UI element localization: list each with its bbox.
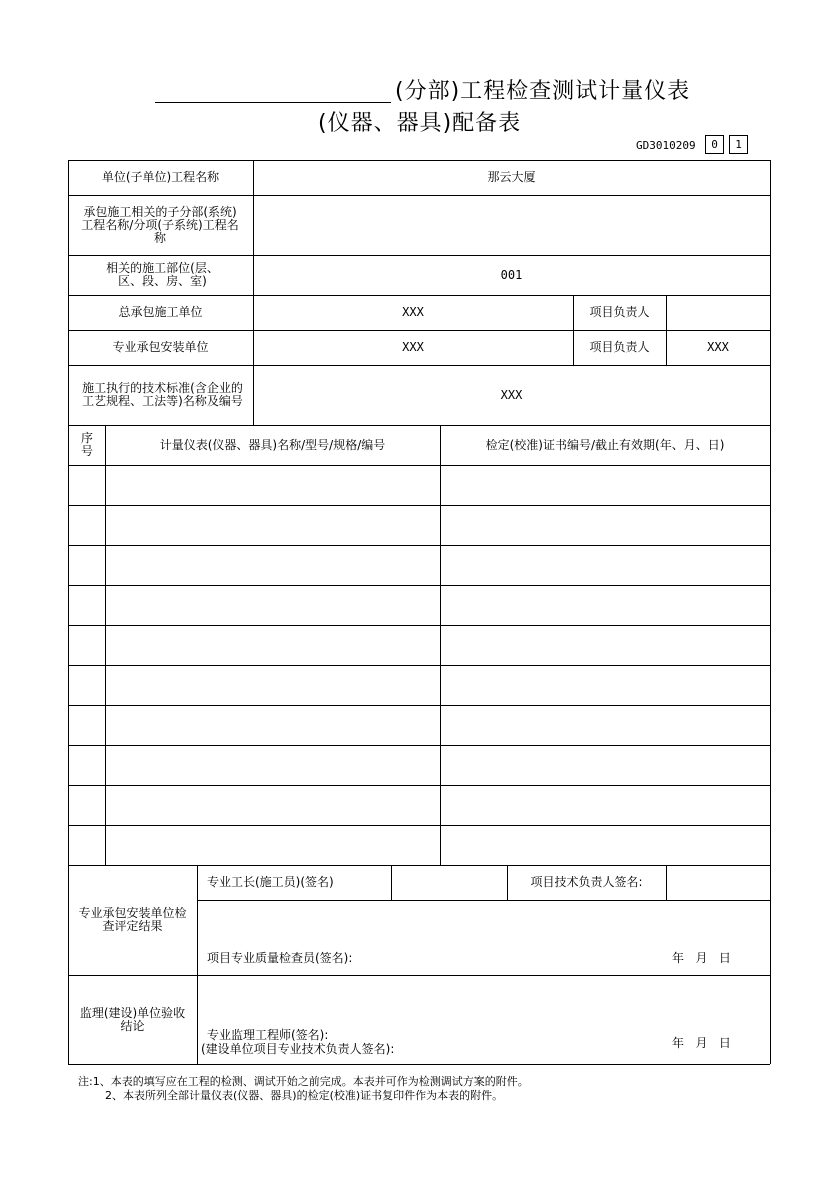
evaluation-date: 年 月 日 — [672, 950, 731, 965]
row-certificate-cell[interactable] — [440, 705, 770, 745]
general-manager-value[interactable] — [666, 295, 770, 330]
code-box-2: 1 — [729, 135, 748, 154]
row-instrument-cell[interactable] — [105, 705, 440, 745]
form-code: GD3010209 — [636, 139, 696, 152]
specialty-contractor-value[interactable]: XXX — [402, 340, 424, 354]
specialty-manager-label: 项目负责人 — [589, 340, 650, 354]
supervisor-signature-label: 专业监理工程师(签名): — [207, 1027, 329, 1042]
row-instrument-cell[interactable] — [105, 465, 440, 505]
unit-project-value[interactable]: 那云大厦 — [487, 170, 536, 184]
tech-lead-label: 项目技术负责人签名: — [530, 875, 643, 889]
row-certificate-cell[interactable] — [440, 745, 770, 785]
inspector-signature-label: 项目专业质量检查员(签名): — [207, 950, 353, 965]
row-instrument-cell[interactable] — [105, 585, 440, 625]
col-instrument-header: 计量仪表(仪器、器具)名称/型号/规格/编号 — [159, 437, 386, 452]
specialty-manager-value[interactable]: XXX — [707, 340, 729, 354]
row-instrument-cell[interactable] — [105, 545, 440, 585]
notes — [78, 1075, 529, 1103]
tech-lead-signature-field[interactable] — [666, 865, 770, 900]
general-manager-label: 项目负责人 — [589, 305, 650, 319]
subproject-value[interactable] — [253, 195, 770, 255]
row-index-cell[interactable] — [68, 745, 105, 785]
row-index-cell[interactable] — [68, 665, 105, 705]
evaluation-section-label: 专业承包安装单位检查评定结果 — [78, 906, 187, 933]
note-1: 注:1、本表的填写应在工程的检测、调试开始之前完成。本表并可作为检测调试方案的附件。 — [78, 1075, 529, 1088]
foreman-signature-field[interactable] — [391, 865, 507, 900]
code-box-1: 0 — [705, 135, 724, 154]
row-certificate-cell[interactable] — [440, 585, 770, 625]
row-certificate-cell[interactable] — [440, 785, 770, 825]
location-label: 相关的施工部位(层、区、段、房、室) — [106, 261, 219, 288]
subproject-label: 承包施工相关的子分部(系统)工程名称/分项(子系统)工程名称 — [81, 204, 239, 245]
row-certificate-cell[interactable] — [440, 825, 770, 865]
location-value[interactable]: 001 — [500, 267, 523, 282]
row-certificate-cell[interactable] — [440, 505, 770, 545]
row-certificate-cell[interactable] — [440, 465, 770, 505]
note-2: 2、本表所列全部计量仪表(仪器、器具)的检定(校准)证书复印件作为本表的附件。 — [105, 1089, 504, 1102]
row-index-cell[interactable] — [68, 625, 105, 665]
general-contractor-label: 总承包施工单位 — [118, 305, 203, 319]
standard-label: 施工执行的技术标准(含企业的工艺规程、工法等)名称及编号 — [82, 381, 243, 408]
row-instrument-cell[interactable] — [105, 825, 440, 865]
row-index-cell[interactable] — [68, 785, 105, 825]
owner-signature-label: (建设单位项目专业技术负责人签名): — [201, 1041, 395, 1056]
row-index-cell[interactable] — [68, 585, 105, 625]
row-instrument-cell[interactable] — [105, 665, 440, 705]
row-index-cell[interactable] — [68, 465, 105, 505]
row-index-cell[interactable] — [68, 705, 105, 745]
row-index-cell[interactable] — [68, 505, 105, 545]
row-index-cell[interactable] — [68, 545, 105, 585]
acceptance-date: 年 月 日 — [672, 1035, 731, 1050]
unit-project-label: 单位(子单位)工程名称 — [101, 170, 220, 184]
specialty-contractor-label: 专业承包安装单位 — [112, 340, 209, 354]
row-instrument-cell[interactable] — [105, 625, 440, 665]
acceptance-section-label: 监理(建设)单位验收结论 — [79, 1005, 186, 1033]
row-certificate-cell[interactable] — [440, 665, 770, 705]
general-contractor-value[interactable]: XXX — [402, 305, 424, 319]
col-index-header: 序号 — [80, 431, 93, 458]
row-instrument-cell[interactable] — [105, 505, 440, 545]
row-instrument-cell[interactable] — [105, 785, 440, 825]
project-name-blank-line — [155, 102, 391, 103]
row-certificate-cell[interactable] — [440, 625, 770, 665]
col-certificate-header: 检定(校准)证书编号/截止有效期(年、月、日) — [485, 437, 725, 452]
form-subtitle: (仪器、器具)配备表 — [318, 111, 522, 136]
row-index-cell[interactable] — [68, 825, 105, 865]
foreman-label: 专业工长(施工员)(签名) — [207, 875, 334, 889]
form-title: (分部)工程检查测试计量仪表 — [395, 79, 691, 104]
row-certificate-cell[interactable] — [440, 545, 770, 585]
standard-value[interactable]: XXX — [500, 387, 523, 402]
row-instrument-cell[interactable] — [105, 745, 440, 785]
